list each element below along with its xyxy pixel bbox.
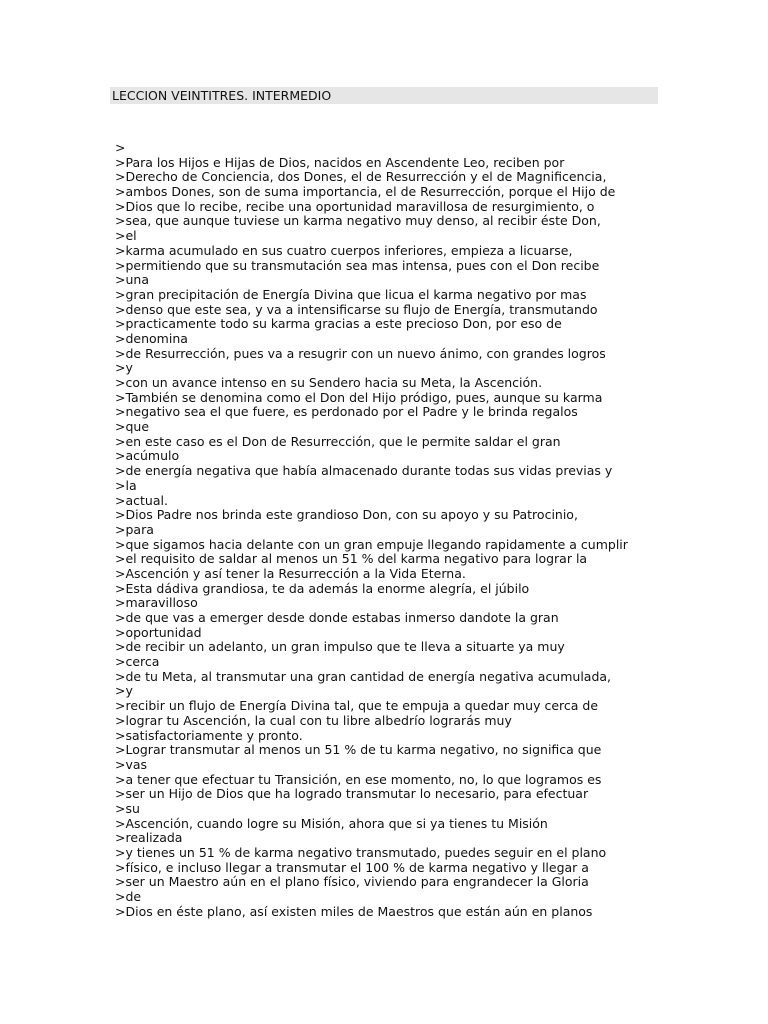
text-line: >de (115, 889, 142, 905)
text-line: >satisfactoriamente y pronto. (115, 727, 303, 743)
text-line: >Dios que lo recibe, recibe una oportunidad maravillosa de resurgimiento, o (115, 198, 595, 214)
text-line: >una (115, 272, 149, 288)
text-line: >que (115, 419, 150, 435)
text-line: >de recibir un adelanto, un gran impulso que te lleva a situarte ya muy (115, 639, 565, 655)
text-line: >a tener que efectuar tu Transición, en ese momento, no, lo que logramos es (115, 771, 602, 787)
text-line: >de que vas a emerger desde donde estabas inmerso dandote la gran (115, 610, 559, 625)
text-line: >denso que este sea, y va a intensificarse su flujo de Energía, transmutando (115, 301, 598, 317)
text-line: >cerca (115, 654, 160, 670)
text-line: >y (115, 360, 133, 376)
text-line: >Lograr transmutar al menos un 51 % de tu karma negativo, no significa que (115, 742, 602, 758)
lesson-body-text (115, 141, 675, 919)
text-line: >Esta dádiva grandiosa, te da además la enorme alegría, el júbilo (115, 580, 530, 596)
text-line: >y (115, 683, 133, 699)
text-line: >karma acumulado en sus cuatro cuerpos inferiores, empieza a licuarse, (115, 242, 573, 258)
text-line: >el (115, 228, 137, 244)
text-line: >sea, que aunque tuviese un karma negativo muy denso, al recibir éste Don, (115, 213, 601, 229)
text-line: >oportunidad (115, 624, 202, 640)
text-line: >la (115, 477, 137, 493)
text-line: >negativo sea el que fuere, es perdonado por el Padre y le brinda regalos (115, 404, 578, 420)
text-line: >Ascención, cuando logre su Misión, ahora que si ya tienes tu Misión (115, 815, 548, 831)
text-line: >vas (115, 756, 148, 772)
text-line: >maravilloso (115, 595, 198, 611)
text-line: >ser un Maestro aún en el plano físico, viviendo para engrandecer la Gloria (115, 874, 589, 890)
text-line: >y tienes un 51 % de karma negativo transmutado, puedes seguir en el plano (115, 845, 607, 860)
text-line: >realizada (115, 830, 183, 846)
text-line: >para (115, 521, 154, 537)
text-line: >denomina (115, 330, 188, 346)
text-line: >Para los Hijos e Hijas de Dios, nacidos en Ascendente Leo, reciben por (115, 154, 565, 170)
text-line: >su (115, 800, 140, 816)
text-line: >de Resurrección, pues va a resugrir con un nuevo ánimo, con grandes logros (115, 345, 606, 361)
text-line: >en este caso es el Don de Resurrección, que le permite saldar el gran (115, 433, 561, 449)
text-line: >Derecho de Conciencia, dos Dones, el de Resurrección y el de Magnificencia, (115, 169, 607, 185)
text-line: >lograr tu Ascención, la cual con tu libre albedrío lograrás muy (115, 712, 512, 728)
text-line: >Dios Padre nos brinda este grandioso Don, con su apoyo y su Patrocinio, (115, 507, 578, 523)
text-line: >de tu Meta, al transmutar una gran cantidad de energía negativa acumulada, (115, 668, 612, 684)
text-line: >practicamente todo su karma gracias a este precioso Don, por eso de (115, 316, 562, 332)
lesson-heading: LECCION VEINTITRES. INTERMEDIO (112, 88, 332, 103)
text-line: >También se denomina como el Don del Hijo pródigo, pues, aunque su karma (115, 389, 603, 405)
text-line: >con un avance intenso en su Sendero hacia su Meta, la Ascención. (115, 375, 543, 390)
text-line: >Dios en éste plano, así existen miles de Maestros que están aún en planos (115, 903, 593, 919)
text-line: > (115, 140, 126, 155)
text-line: >gran precipitación de Energía Divina que licua el karma negativo por mas (115, 286, 587, 302)
text-line: >ambos Dones, son de suma importancia, el de Resurrección, porque el Hijo de (115, 184, 616, 200)
text-line: >que sigamos hacia delante con un gran empuje llegando rapidamente a cumplir (115, 536, 628, 552)
text-line: >Ascención y así tener la Resurrección a la Vida Eterna. (115, 565, 466, 581)
text-line: >actual. (115, 492, 168, 508)
text-line: >el requisito de saldar al menos un 51 % del karma negativo para lograr la (115, 551, 588, 567)
text-line: >acúmulo (115, 448, 180, 464)
text-line: >permitiendo que su transmutación sea mas intensa, pues con el Don recibe (115, 257, 600, 273)
text-line: >ser un Hijo de Dios que ha logrado transmutar lo necesario, para efectuar (115, 786, 589, 802)
text-line: >de energía negativa que había almacenado durante todas sus vidas previas y (115, 463, 613, 479)
text-line: >recibir un flujo de Energía Divina tal, que te empuja a quedar muy cerca de (115, 698, 599, 714)
text-line: >físico, e incluso llegar a transmutar el 100 % de karma negativo y llegar a (115, 859, 589, 875)
